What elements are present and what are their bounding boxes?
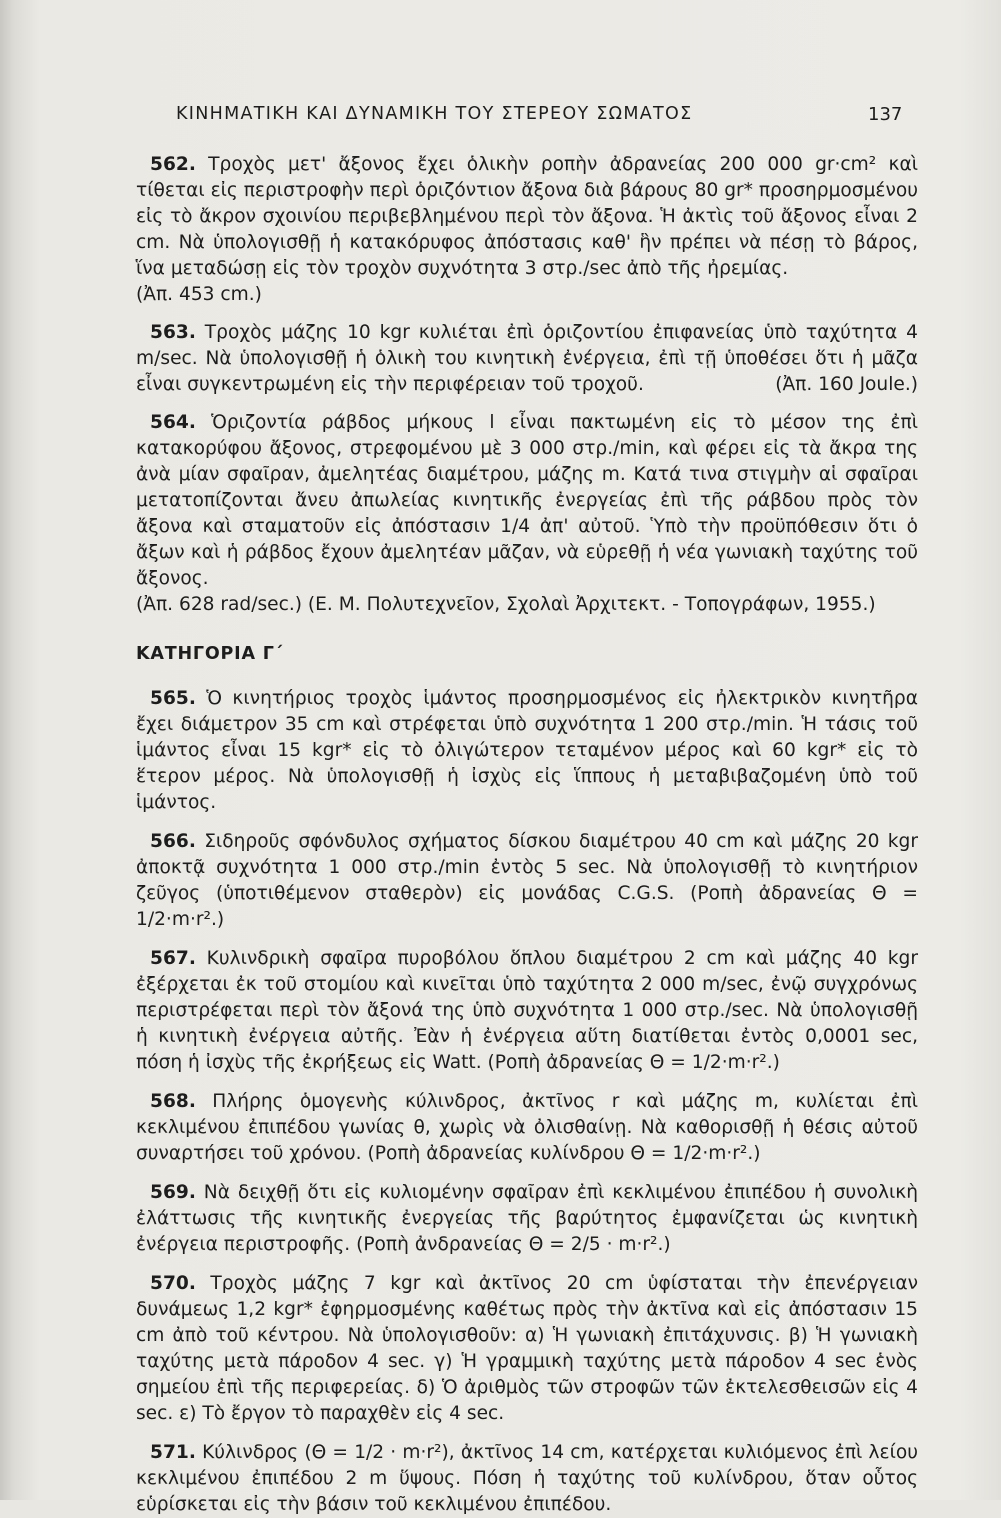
problem-564	[136, 410, 918, 618]
problem-563	[136, 320, 918, 398]
problem-number: 568.	[150, 1091, 196, 1112]
problem-answer: (Ἀπ. 628 rad/sec.) (Ε. Μ. Πολυτεχνεῖον, Σχολαὶ Ἀρχιτεκτ. - Τοπογράφων, 1955.)	[136, 594, 876, 615]
problem-number: 563.	[150, 322, 196, 343]
problem-number: 564.	[150, 412, 196, 433]
problem-answer: (Ἀπ. 160 Joule.)	[775, 374, 918, 395]
problem-568	[136, 1089, 918, 1167]
problem-text: Κυλινδρικὴ σφαῖρα πυροβόλου ὅπλου διαμέτρου 2 cm καὶ μάζης 40 kgr ἐξέρχεται ἐκ τοῦ στομίου καὶ κινεῖται ὑπὸ ταχύτητα 2 000 m/sec, ἐνῷ συγχρόνως περιστρέφεται περὶ τὸν ἄξονά της ὑπὸ συχνότητα 1 000 στρ./sec. Νὰ ὑπολογισθῇ ἡ κινητικὴ ἐνέργεια αὐτῆς. Ἐὰν ἡ ἐνέργεια αὕτη διατίθεται ἐντὸς 0,0001 sec, πόση ἡ ἰσχὺς τῆς ἐκρήξεως εἰς Watt. (Ροπὴ ἀδρανείας Θ = 1/2·m·r².)	[136, 948, 918, 1073]
category-heading: ΚΑΤΗΓΟΡΙΑ Γ΄	[136, 644, 284, 664]
problem-number: 567.	[150, 948, 196, 969]
problem-567	[136, 946, 918, 1076]
chapter-title: ΚΙΝΗΜΑΤΙΚΗ ΚΑΙ ΔΥΝΑΜΙΚΗ ΤΟΥ ΣΤΕΡΕΟΥ ΣΩΜΑΤΟΣ	[176, 104, 693, 124]
problem-text: Πλήρης ὁμογενὴς κύλινδρος, ἀκτῖνος r καὶ μάζης m, κυλίεται ἐπὶ κεκλιμένου ἐπιπέδου γωνίας θ, χωρὶς νὰ ὀλισθαίνῃ. Νὰ καθορισθῇ ἡ θέσις αὐτοῦ συναρτήσει τοῦ χρόνου. (Ροπὴ ἀδρανείας κυλίνδρου Θ = 1/2·m·r².)	[136, 1091, 918, 1164]
problem-number: 571.	[150, 1442, 196, 1463]
problem-text: Τροχὸς μάζης 7 kgr καὶ ἀκτῖνος 20 cm ὑφίσταται τὴν ἐπενέργειαν δυνάμεως 1,2 kgr* ἐφηρμοσμένης καθέτως πρὸς τὴν ἀκτῖνα καὶ εἰς ἀπόστασιν 15 cm ἀπὸ τοῦ κέντρου. Νὰ ὑπολογισθοῦν: α) Ἡ γωνιακὴ ἐπιτάχυνσις. β) Ἡ γωνιακὴ ταχύτης μετὰ πάροδον 4 sec. γ) Ἡ γραμμικὴ ταχύτης μετὰ πάροδον 4 sec ἑνὸς σημείου ἐπὶ τῆς περιφερείας. δ) Ὁ ἀριθμὸς τῶν στροφῶν τῶν ἐκτελεσθεισῶν εἰς 4 sec. ε) Τὸ ἔργον τὸ παραχθὲν εἰς 4 sec.	[136, 1273, 918, 1424]
problem-number: 566.	[150, 831, 196, 852]
problem-number: 562.	[150, 154, 196, 175]
problem-text: Κύλινδρος (Θ = 1/2 · m·r²), ἀκτῖνος 14 cm, κατέρχεται κυλιόμενος ἐπὶ λείου κεκλιμένου ἐπιπέδου 2 m ὕψους. Πόση ἡ ταχύτης τοῦ κυλίνδρου, ὅταν οὗτος εὑρίσκεται εἰς τὴν βάσιν τοῦ κεκλιμένου ἐπιπέδου.	[136, 1442, 918, 1515]
problem-number: 565.	[150, 688, 196, 709]
problem-562	[136, 152, 918, 308]
problem-number: 570.	[150, 1273, 196, 1294]
problem-text: Ὁ κινητήριος τροχὸς ἱμάντος προσηρμοσμένος εἰς ἠλεκτρικὸν κινητῆρα ἔχει διάμετρον 35 cm καὶ στρέφεται ὑπὸ συχνότητα 1 200 στρ./min. Ἡ τάσις τοῦ ἱμάντος εἶναι 15 kgr* εἰς τὸ ὀλιγώτερον τεταμένον μέρος καὶ 60 kgr* εἰς τὸ ἕτερον μέρος. Νὰ ὑπολογισθῇ ἡ ἰσχὺς εἰς ἵππους ἡ μεταβιβαζομένη ὑπὸ τοῦ ἱμάντος.	[136, 688, 918, 813]
page-number: 137	[868, 104, 903, 125]
problem-text: Ὁριζοντία ράβδος μήκους l εἶναι πακτωμένη εἰς τὸ μέσον της ἐπὶ κατακορύφου ἄξονος, στρεφομένου μὲ 3 000 στρ./min, καὶ φέρει εἰς τὰ ἄκρα της ἀνὰ μίαν σφαῖραν, ἀμελητέας διαμέτρου, μάζης m. Κατά τινα στιγμὴν αἱ σφαῖραι μετατοπίζονται ἄνευ ἀπωλείας κινητικῆς ἐνεργείας ἐπὶ τῆς ράβδου πρὸς τὸν ἄξονα καὶ σταματοῦν εἰς ἀπόστασιν 1/4 ἀπ' αὐτοῦ. Ὑπὸ τὴν προϋπόθεσιν ὅτι ὁ ἄξων καὶ ἡ ράβδος ἔχουν ἀμελητέαν μᾶζαν, νὰ εὑρεθῇ ἡ νέα γωνιακὴ ταχύτης τοῦ ἄξονος.	[136, 412, 918, 589]
problem-text: Τροχὸς μετ' ἄξονος ἔχει ὁλικὴν ροπὴν ἀδρανείας 200 000 gr·cm² καὶ τίθεται εἰς περιστροφὴν περὶ ὁριζόντιον ἄξονα διὰ βάρους 80 gr* προσηρμοσμένου εἰς τὸ ἄκρον σχοινίου περιβεβλημένου περὶ τὸν ἄξονα. Ἡ ἀκτὶς τοῦ ἄξονος εἶναι 2 cm. Νὰ ὑπολογισθῇ ἡ κατακόρυφος ἀπόστασις καθ' ἣν πρέπει νὰ πέσῃ τὸ βάρος, ἵνα μεταδώσῃ εἰς τὸν τροχὸν συχνότητα 3 στρ./sec ἀπὸ τῆς ἠρεμίας.	[136, 154, 918, 279]
problem-text: Τροχὸς μάζης 10 kgr κυλιέται ἐπὶ ὁριζοντίου ἐπιφανείας ὑπὸ ταχύτητα 4 m/sec. Νὰ ὑπολογισθῇ ἡ ὁλικὴ του κινητικὴ ἐνέργεια, ἐπὶ τῇ ὑποθέσει ὅτι ἡ μᾶζα εἶναι συγκεντρωμένη εἰς τὴν περιφέρειαν τοῦ τροχοῦ.	[136, 322, 918, 395]
problem-571	[136, 1440, 918, 1518]
problem-570	[136, 1271, 918, 1427]
problem-569	[136, 1180, 918, 1258]
problem-text: Νὰ δειχθῇ ὅτι εἰς κυλιομένην σφαῖραν ἐπὶ κεκλιμένου ἐπιπέδου ἡ συνολικὴ ἐλάττωσις τῆς κινητικῆς ἐνεργείας τῆς βαρύτητος ἐμφανίζεται ὡς κινητικὴ ἐνέργεια περιστροφῆς. (Ροπὴ ἀνδρανείας Θ = 2/5 · m·r².)	[136, 1182, 918, 1255]
page-content	[136, 152, 918, 1518]
problem-answer: (Ἀπ. 453 cm.)	[136, 284, 262, 305]
problem-565	[136, 686, 918, 816]
problem-text: Σιδηροῦς σφόνδυλος σχήματος δίσκου διαμέτρου 40 cm καὶ μάζης 20 kgr ἀποκτᾷ συχνότητα 1 000 στρ./min ἐντὸς 5 sec. Νὰ ὑπολογισθῇ τὸ κινητήριον ζεῦγος (ὑποτιθέμενον σταθερὸν) εἰς μονάδας C.G.S. (Ροπὴ ἀδρανείας Θ = 1/2·m·r².)	[136, 831, 918, 930]
running-header	[0, 104, 1001, 134]
problem-566	[136, 829, 918, 933]
problem-number: 569.	[150, 1182, 196, 1203]
